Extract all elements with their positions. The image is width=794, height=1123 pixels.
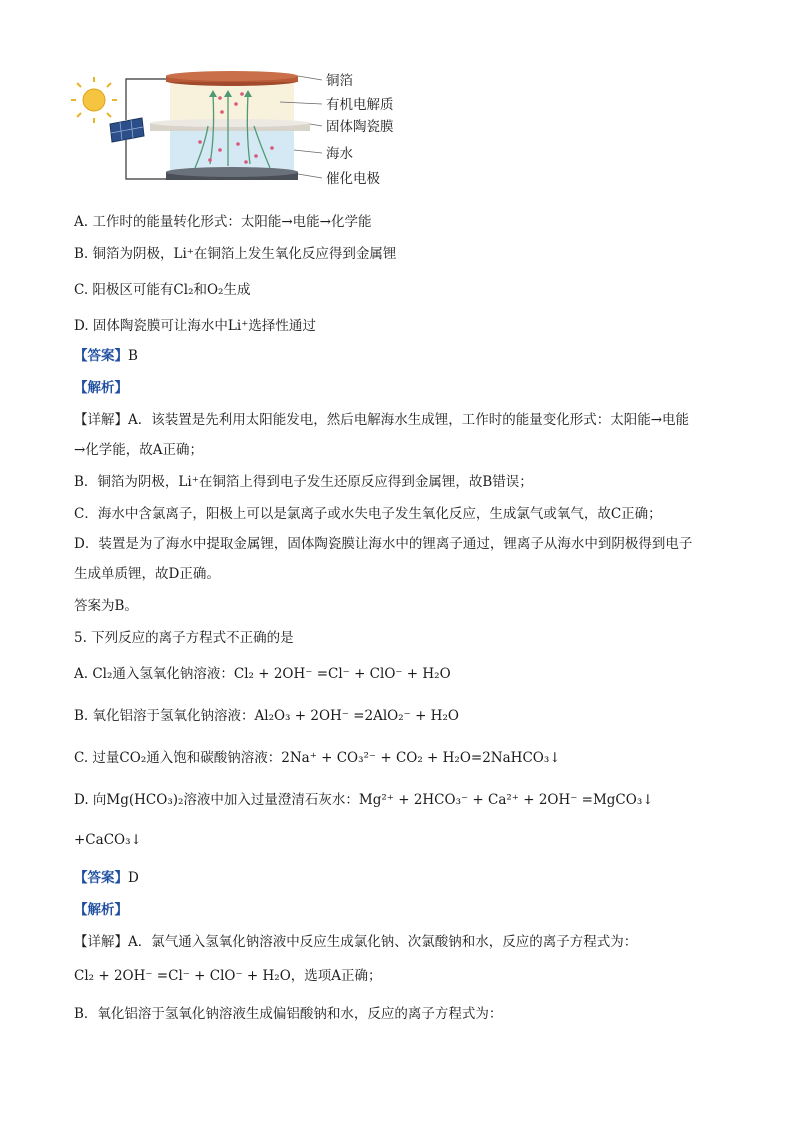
q4-detail-line: D．装置是为了海水中提取金属锂，固体陶瓷膜让海水中的锂离子通过，锂离子从海水中到阴极得到电子: [74, 536, 693, 552]
q4-option-a: A. 工作时的能量转化形式：太阳能→电能→化学能: [74, 214, 372, 230]
label-seawater: 海水: [326, 146, 353, 162]
q4-option-d: D. 固体陶瓷膜可让海水中Li⁺选择性通过: [74, 318, 316, 334]
q4-detail-line: C．海水中含氯离子，阳极上可以是氯离子或水失电子发生氧化反应，生成氯气或氧气，故C正确；: [74, 506, 662, 522]
q5-option-d: D. 向Mg(HCO₃)₂溶液中加入过量澄清石灰水：Mg²⁺ + 2HCO₃⁻ + Ca²⁺ + 2OH⁻ =MgCO₃↓: [74, 792, 654, 808]
answer-tag: 【答案】: [74, 348, 128, 364]
q4-detail-line: 答案为B。: [74, 598, 138, 614]
q5-answer: [74, 868, 139, 888]
label-catalytic-electrode: 催化电极: [326, 171, 380, 187]
answer-tag: 【答案】: [74, 870, 128, 886]
label-ceramic-membrane: 固体陶瓷膜: [326, 119, 394, 135]
q4-option-c: C. 阳极区可能有Cl₂和O₂生成: [74, 282, 251, 298]
q5-analysis-tag: 【解析】: [74, 902, 128, 918]
q5-option-d-continued: +CaCO₃↓: [74, 832, 142, 848]
answer-value: D: [128, 870, 139, 886]
q4-detail-line: 生成单质锂，故D正确。: [74, 566, 220, 582]
answer-value: B: [128, 348, 138, 364]
q5-stem: 5. 下列反应的离子方程式不正确的是: [74, 630, 294, 646]
q4-analysis-tag: 【解析】: [74, 380, 128, 396]
q4-answer: [74, 346, 138, 366]
sun-icon: [71, 77, 117, 123]
q4-option-b: B. 铜箔为阴极，Li⁺在铜箔上发生氧化反应得到金属锂: [74, 246, 397, 262]
q5-option-a: A. Cl₂通入氢氧化钠溶液：Cl₂ + 2OH⁻ =Cl⁻ + ClO⁻ + H₂O: [74, 666, 451, 682]
q5-detail-line: Cl₂ + 2OH⁻ =Cl⁻ + ClO⁻ + H₂O，选项A正确；: [74, 968, 382, 984]
q4-detail-line: →化学能，故A正确；: [74, 442, 204, 458]
q5-detail-line: 【详解】A．氯气通入氢氧化钠溶液中反应生成氯化钠、次氯酸钠和水，反应的离子方程式为：: [74, 934, 638, 950]
q5-detail-line: B．氧化铝溶于氢氧化钠溶液生成偏铝酸钠和水，反应的离子方程式为：: [74, 1006, 503, 1022]
q5-option-c: C. 过量CO₂通入饱和碳酸钠溶液：2Na⁺ + CO₃²⁻ + CO₂ + H₂O=2NaHCO₃↓: [74, 750, 561, 766]
label-organic-electrolyte: 有机电解质: [326, 97, 394, 113]
q4-detail-line: B．铜箔为阴极，Li⁺在铜箔上得到电子发生还原反应得到金属锂，故B错误；: [74, 474, 533, 490]
q5-option-b: B. 氧化铝溶于氢氧化钠溶液：Al₂O₃ + 2OH⁻ =2AlO₂⁻ + H₂O: [74, 708, 459, 724]
q4-detail-line: 【详解】A．该装置是先利用太阳能发电，然后电解海水生成锂，工作时的能量变化形式：太阳能→电能: [74, 412, 690, 428]
label-copper-foil: 铜箔: [326, 73, 353, 89]
solar-panel-icon: [110, 118, 144, 142]
